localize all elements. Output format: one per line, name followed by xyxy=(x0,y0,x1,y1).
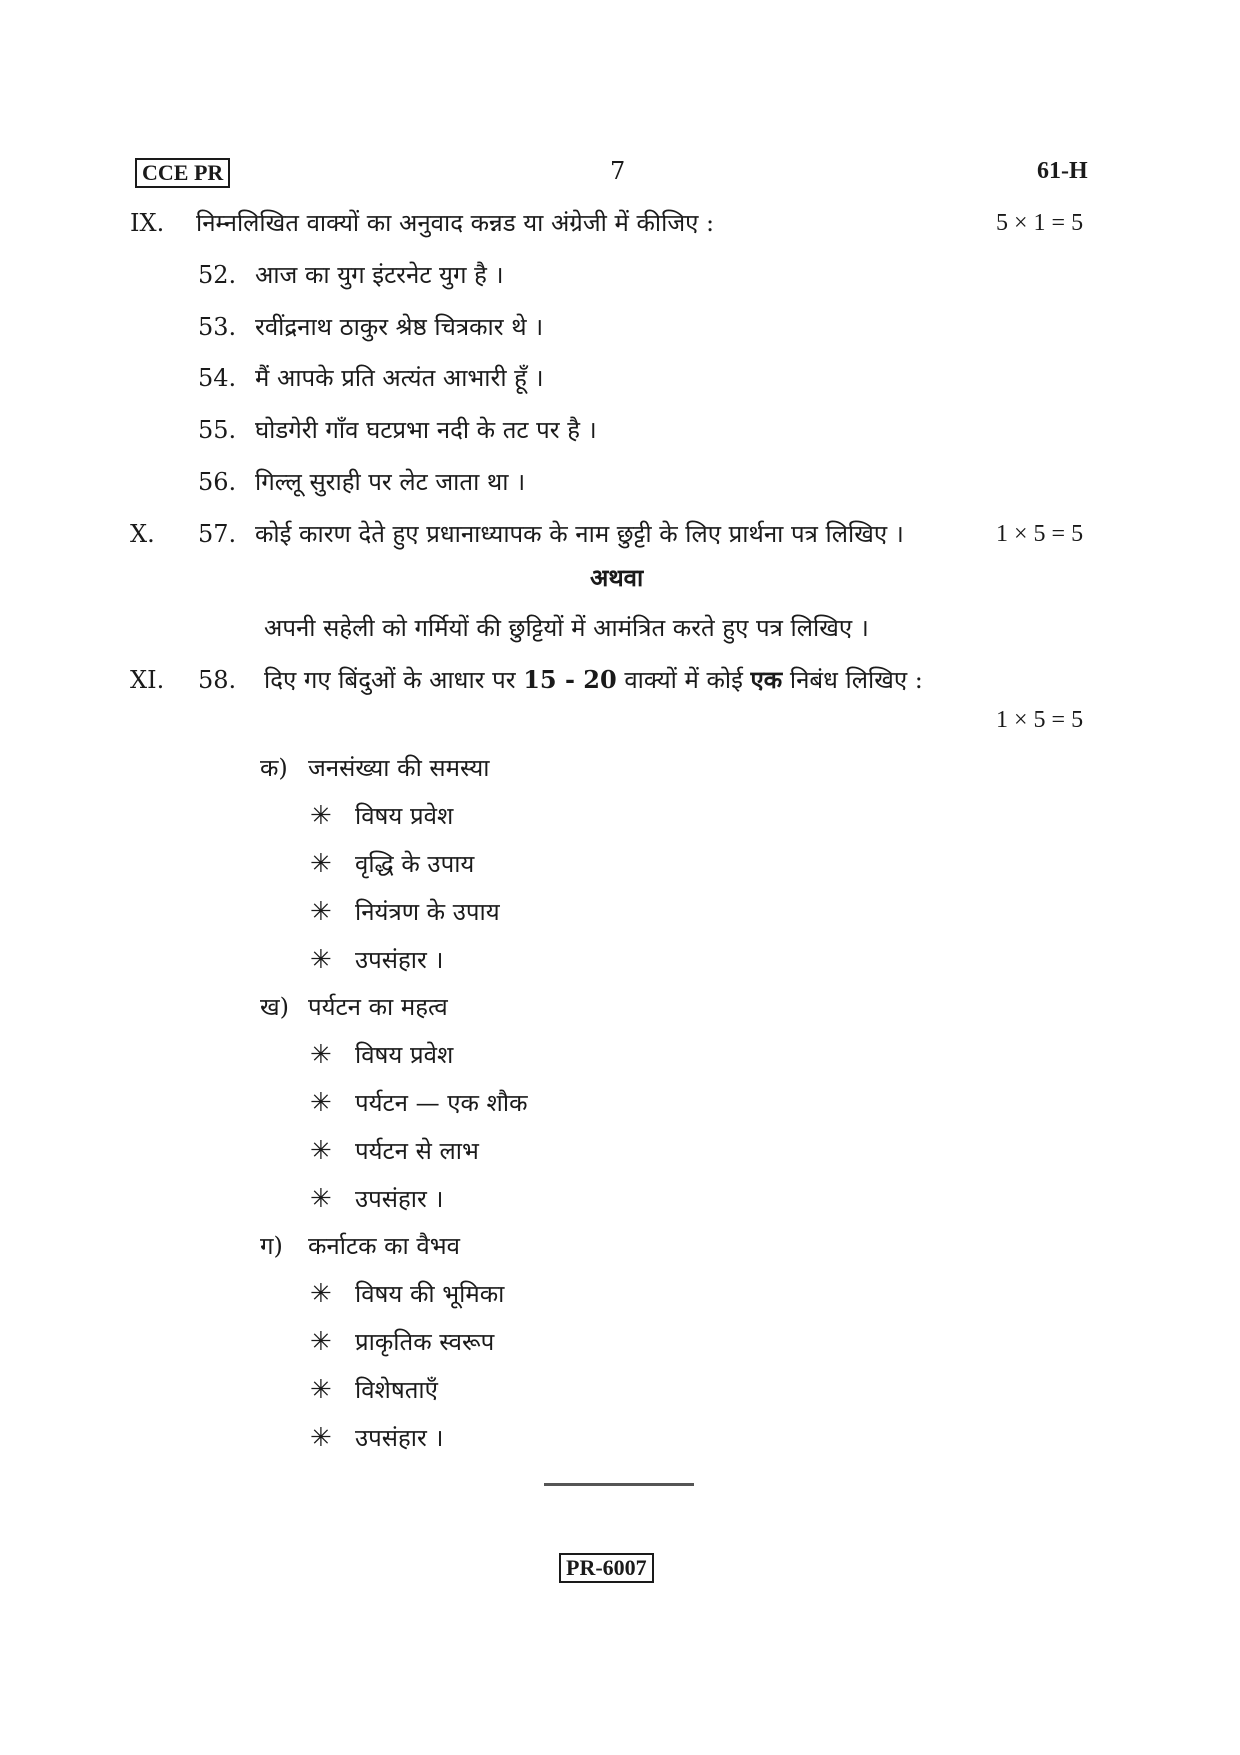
question-number: 52. xyxy=(198,261,237,289)
question-text: गिल्लू सुराही पर लेट जाता था । xyxy=(255,468,526,496)
topic-point: वृद्धि के उपाय xyxy=(355,850,475,878)
asterisk-bullet-icon: ✳ xyxy=(310,801,332,831)
alternate-question-text: अपनी सहेली को गर्मियों की छुट्टियों में आमंत्रित करते हुए पत्र लिखिए । xyxy=(264,614,869,642)
question-text: आज का युग इंटरनेट युग है । xyxy=(255,261,504,289)
question-text: मैं आपके प्रति अत्यंत आभारी हूँ । xyxy=(255,364,544,392)
topic-point: उपसंहार । xyxy=(355,1185,444,1213)
question-text-part: वाक्यों में कोई xyxy=(624,666,743,694)
question-text-part: दिए गए बिंदुओं के आधार पर xyxy=(264,666,516,694)
section-ix-instruction: निम्नलिखित वाक्यों का अनुवाद कन्नड या अंग्रेजी में कीजिए : xyxy=(196,209,715,237)
question-text: कोई कारण देते हुए प्रधानाध्यापक के नाम छुट्टी के लिए प्रार्थना पत्र लिखिए । xyxy=(255,520,904,548)
section-ix-roman: IX. xyxy=(130,209,165,237)
asterisk-bullet-icon: ✳ xyxy=(310,849,332,879)
question-number: 58. xyxy=(198,666,237,694)
header-left-code: CCE PR xyxy=(135,158,230,188)
question-number: 54. xyxy=(198,364,237,392)
section-xi-marks: 1 × 5 = 5 xyxy=(996,707,1084,733)
topic-point: पर्यटन — एक शौक xyxy=(355,1089,528,1117)
question-text xyxy=(264,665,923,695)
topic-title: कर्नाटक का वैभव xyxy=(308,1232,460,1260)
question-number: 57. xyxy=(198,520,237,548)
asterisk-bullet-icon: ✳ xyxy=(310,1184,332,1214)
topic-point: प्राकृतिक स्वरूप xyxy=(355,1328,495,1356)
question-text: घोडगेरी गाँव घटप्रभा नदी के तट पर है । xyxy=(255,416,597,444)
topic-label: ख) xyxy=(260,993,289,1021)
asterisk-bullet-icon: ✳ xyxy=(310,1088,332,1118)
asterisk-bullet-icon: ✳ xyxy=(310,1040,332,1070)
asterisk-bullet-icon: ✳ xyxy=(310,1136,332,1166)
topic-title: जनसंख्या की समस्या xyxy=(308,754,490,782)
or-label: अथवा xyxy=(590,563,644,592)
section-x-roman: X. xyxy=(130,520,155,548)
asterisk-bullet-icon: ✳ xyxy=(310,1279,332,1309)
footer-code: PR-6007 xyxy=(559,1553,654,1583)
topic-point: उपसंहार । xyxy=(355,1424,444,1452)
topic-point: पर्यटन से लाभ xyxy=(355,1137,479,1165)
question-text-part: निबंध लिखिए : xyxy=(789,666,923,694)
question-text: रवींद्रनाथ ठाकुर श्रेष्ठ चित्रकार थे । xyxy=(255,313,544,341)
topic-label: ग) xyxy=(260,1232,283,1260)
section-ix-marks: 5 × 1 = 5 xyxy=(996,210,1084,236)
question-number: 53. xyxy=(198,313,237,341)
word-count-range: 15 - 20 xyxy=(523,665,617,694)
topic-point: नियंत्रण के उपाय xyxy=(355,898,500,926)
question-number: 55. xyxy=(198,416,237,444)
section-x-marks: 1 × 5 = 5 xyxy=(996,521,1084,547)
topic-title: पर्यटन का महत्व xyxy=(308,993,448,1021)
topic-point: उपसंहार । xyxy=(355,946,444,974)
asterisk-bullet-icon: ✳ xyxy=(310,945,332,975)
topic-label: क) xyxy=(260,754,288,782)
end-rule xyxy=(544,1483,694,1486)
section-xi-roman: XI. xyxy=(130,666,165,694)
asterisk-bullet-icon: ✳ xyxy=(310,1327,332,1357)
topic-point: विशेषताएँ xyxy=(355,1376,438,1404)
header-right-code: 61-H xyxy=(1037,158,1088,184)
question-number: 56. xyxy=(198,468,237,496)
page-number: 7 xyxy=(610,157,626,185)
emphasis-word: एक xyxy=(750,665,783,694)
topic-point: विषय प्रवेश xyxy=(355,802,454,830)
asterisk-bullet-icon: ✳ xyxy=(310,1375,332,1405)
asterisk-bullet-icon: ✳ xyxy=(310,1423,332,1453)
topic-point: विषय की भूमिका xyxy=(355,1280,505,1308)
asterisk-bullet-icon: ✳ xyxy=(310,897,332,927)
topic-point: विषय प्रवेश xyxy=(355,1041,454,1069)
